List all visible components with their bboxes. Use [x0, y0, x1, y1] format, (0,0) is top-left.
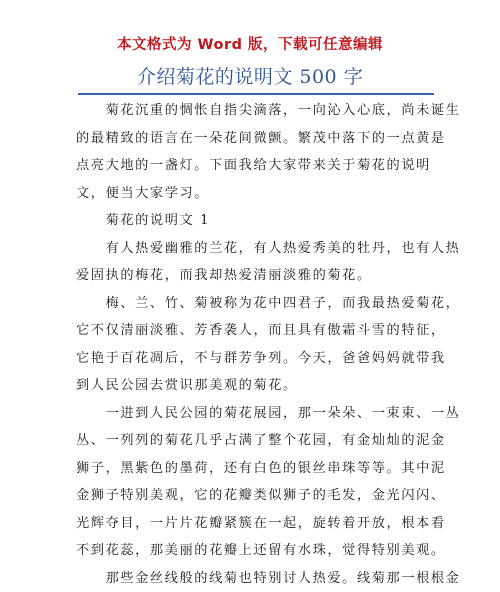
- body-line: 不到花蕊，那美丽的花瓣上还留有水珠，觉得特别美观。: [76, 537, 438, 565]
- section-heading: 菊花的说明文 1: [76, 207, 438, 235]
- body-line: 那些金丝线般的线菊也特别讨人热爱。线菊那一根根金: [76, 565, 438, 592]
- body-line: 丛、一列列的菊花几乎占满了整个花园，有金灿灿的泥金: [76, 427, 438, 455]
- body-line: 金狮子特别美观，它的花瓣类似狮子的毛发，金光闪闪、: [76, 482, 438, 510]
- body-line: 点亮大地的一盏灯。下面我给大家带来关于菊花的说明: [76, 152, 438, 180]
- body-line: 它艳于百花凋后，不与群芳争列。今天，爸爸妈妈就带我: [76, 345, 438, 373]
- document-title: 介绍菊花的说明文 500 字: [0, 64, 500, 90]
- body-line: 光辉夺目，一片片花瓣紧簇在一起，旋转着开放，根本看: [76, 510, 438, 538]
- document-body: [76, 97, 438, 592]
- body-line: 一进到人民公园的菊花展园，那一朵朵、一束束、一丛: [76, 400, 438, 428]
- body-line: 菊花沉重的惆怅自指尖滴落，一向沁入心底，尚未诞生: [76, 97, 438, 125]
- body-line: 梅、兰、竹、菊被称为花中四君子，而我最热爱菊花，: [76, 290, 438, 318]
- body-line: 文，便当大家学习。: [76, 180, 438, 208]
- body-line: 的最精致的语言在一朵花间微颤。繁茂中落下的一点黄是: [76, 125, 438, 153]
- body-line: 狮子，黑紫色的墨荷，还有白色的银丝串珠等等。其中泥: [76, 455, 438, 483]
- body-line: 有人热爱幽雅的兰花，有人热爱秀美的牡丹，也有人热: [76, 235, 438, 263]
- format-banner: 本文格式为 Word 版，下载可任意编辑: [0, 35, 500, 55]
- body-line: 它不仅清丽淡雅、芳香袭人，而且具有傲霜斗雪的特征，: [76, 317, 438, 345]
- title-underline: [78, 93, 434, 95]
- body-line: 到人民公园去赏识那美观的菊花。: [76, 372, 438, 400]
- body-line: 爱固执的梅花，而我却热爱清丽淡雅的菊花。: [76, 262, 438, 290]
